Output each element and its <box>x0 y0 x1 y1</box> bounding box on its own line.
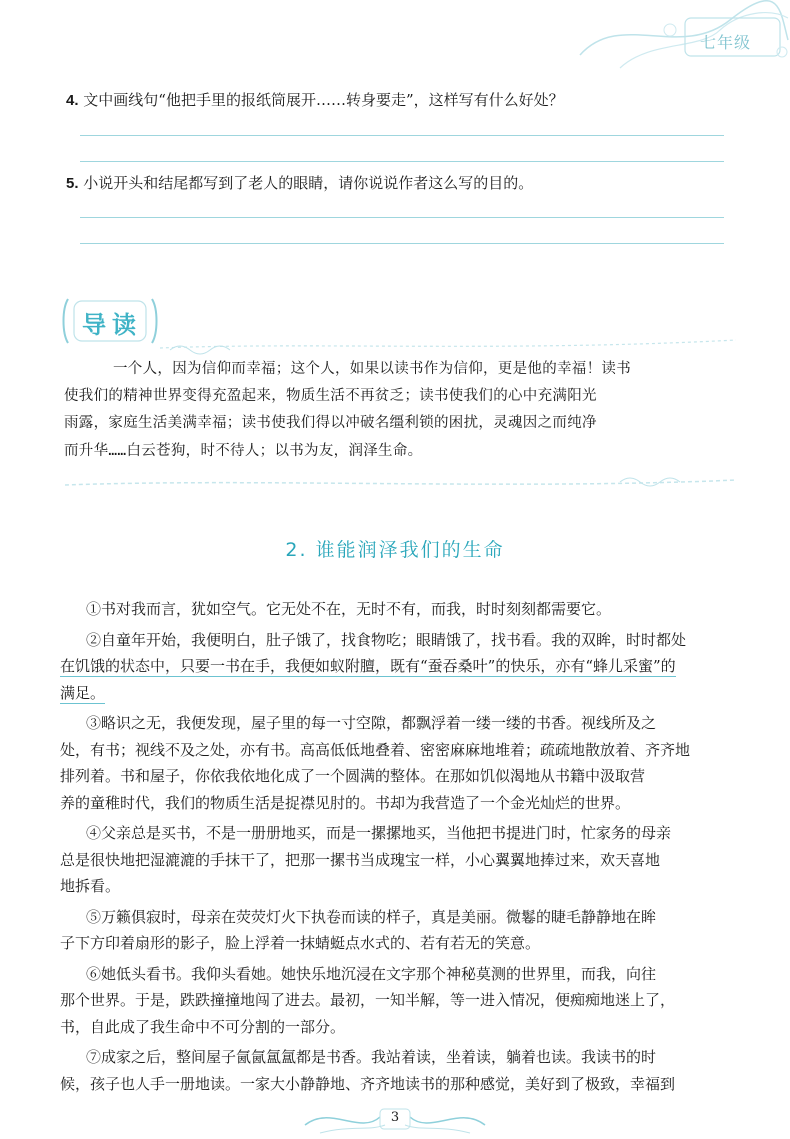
underlined-line: 满足。 <box>60 683 106 702</box>
paragraph-3 <box>60 710 731 816</box>
paragraph-line: 子下方印着扇形的影子，脸上浮着一抹蜻蜓点水式的、若有若无的笑意。 <box>60 934 541 952</box>
article-title: 2. 谁能润泽我们的生命 <box>285 539 505 561</box>
paragraph-4 <box>60 820 731 900</box>
paragraph-6 <box>60 961 731 1041</box>
question-4 <box>66 89 564 112</box>
corner-ornament <box>560 0 790 70</box>
question-number: 5. <box>66 175 79 192</box>
paragraph-line: 书，自此成了我生命中不可分割的一部分。 <box>60 1017 346 1036</box>
paragraph-line: 地拆看。 <box>60 877 121 895</box>
paragraph-line: 排列着。书和屋子，你依我依地化成了一个圆满的整体。在那如饥似渴地从书籍中汲取营 <box>60 767 646 785</box>
answer-line <box>80 217 724 218</box>
paragraph-2 <box>60 627 731 707</box>
paragraph-line: ⑥她低头看书。我仰头看她。她快乐地沉浸在文字那个神秘莫测的世界里，而我，向往 <box>86 964 657 983</box>
paragraph-7 <box>60 1044 731 1097</box>
question-number: 4. <box>66 92 79 109</box>
underlined-line: 在饥饿的状态中，只要一书在手，我便如蚁附膻，既有“蚕吞桑叶”的快乐，亦有“蜂儿采蜜”的 <box>60 657 676 675</box>
answer-line <box>80 135 724 136</box>
page-number: 3 <box>390 1110 400 1125</box>
paragraph-1 <box>86 596 731 623</box>
question-text: 文中画线句“他把手里的报纸筒展开……转身要走”，这样写有什么好处？ <box>83 91 564 109</box>
answer-line <box>80 243 724 244</box>
paragraph-line: 候，孩子也人手一册地读。一家大小静静地、齐齐地读书的那种感觉，美好到了极致，幸福到 <box>60 1074 676 1093</box>
paragraph-line: ⑦成家之后，整间屋子氤氤氲氲都是书香。我站着读，坐着读，躺着也读。我读书的时 <box>86 1048 657 1066</box>
guide-text <box>64 356 713 465</box>
paragraph-line: ②自童年开始，我便明白，肚子饿了，找食物吃；眼睛饿了，找书看。我的双眸，时时都处 <box>86 630 687 649</box>
guide-title: 导读 <box>82 311 142 339</box>
question-5 <box>66 172 533 195</box>
paragraph-line: ④父亲总是买书，不是一册册地买，而是一摞摞地买，当他把书提进门时，忙家务的母亲 <box>86 824 672 842</box>
question-text: 小说开头和结尾都写到了老人的眼睛，请你说说作者这么写的目的。 <box>83 174 534 192</box>
paragraph-line: 总是很快地把湿漉漉的手抹干了，把那一摞书当成瑰宝一样，小心翼翼地捧过来，欢天喜地 <box>60 850 661 869</box>
paragraph-line: 那个世界。于是，跌跌撞撞地闯了进去。最初，一知半解，等一进入情况，便痴痴地迷上了， <box>60 991 676 1009</box>
paragraph-line: ③略识之无，我便发现，屋子里的每一寸空隙，都飘浮着一缕一缕的书香。视线所及之 <box>86 714 657 732</box>
grade-badge: 七年级 <box>700 33 752 52</box>
paragraph-line: ⑤万籁俱寂时，母亲在荧荧灯火下执卷而读的样子，真是美丽。微鬈的睫毛静静地在眸 <box>86 907 657 926</box>
answer-line <box>80 161 724 162</box>
paragraph-line: 处，有书；视线不及之处，亦有书。高高低低地叠着、密密麻麻地堆着；疏疏地散放着、齐齐地 <box>60 740 691 759</box>
guide-line: 使我们的精神世界变得充盈起来，物质生活不再贫乏；读书使我们的心中充满阳光 <box>64 388 597 405</box>
guide-line: 而升华……白云苍狗，时不待人；以书为友，润泽生命。 <box>64 442 423 459</box>
paragraph-5 <box>60 904 731 957</box>
paragraph-line: 养的童稚时代，我们的物质生活是捉襟见肘的。书却为我营造了一个金光灿烂的世界。 <box>60 793 631 812</box>
guide-line: 雨露，家庭生活美满幸福；读书使我们得以冲破名缰利锁的困扰，灵魂因之而纯净 <box>64 415 597 432</box>
paragraph-line: ①书对我而言，犹如空气。它无处不在，无时不有，而我，时时刻刻都需要它。 <box>86 600 612 618</box>
article-body <box>60 596 731 1101</box>
guide-line: 一个人，因为信仰而幸福；这个人，如果以读书作为信仰，更是他的幸福！读书 <box>113 361 631 377</box>
